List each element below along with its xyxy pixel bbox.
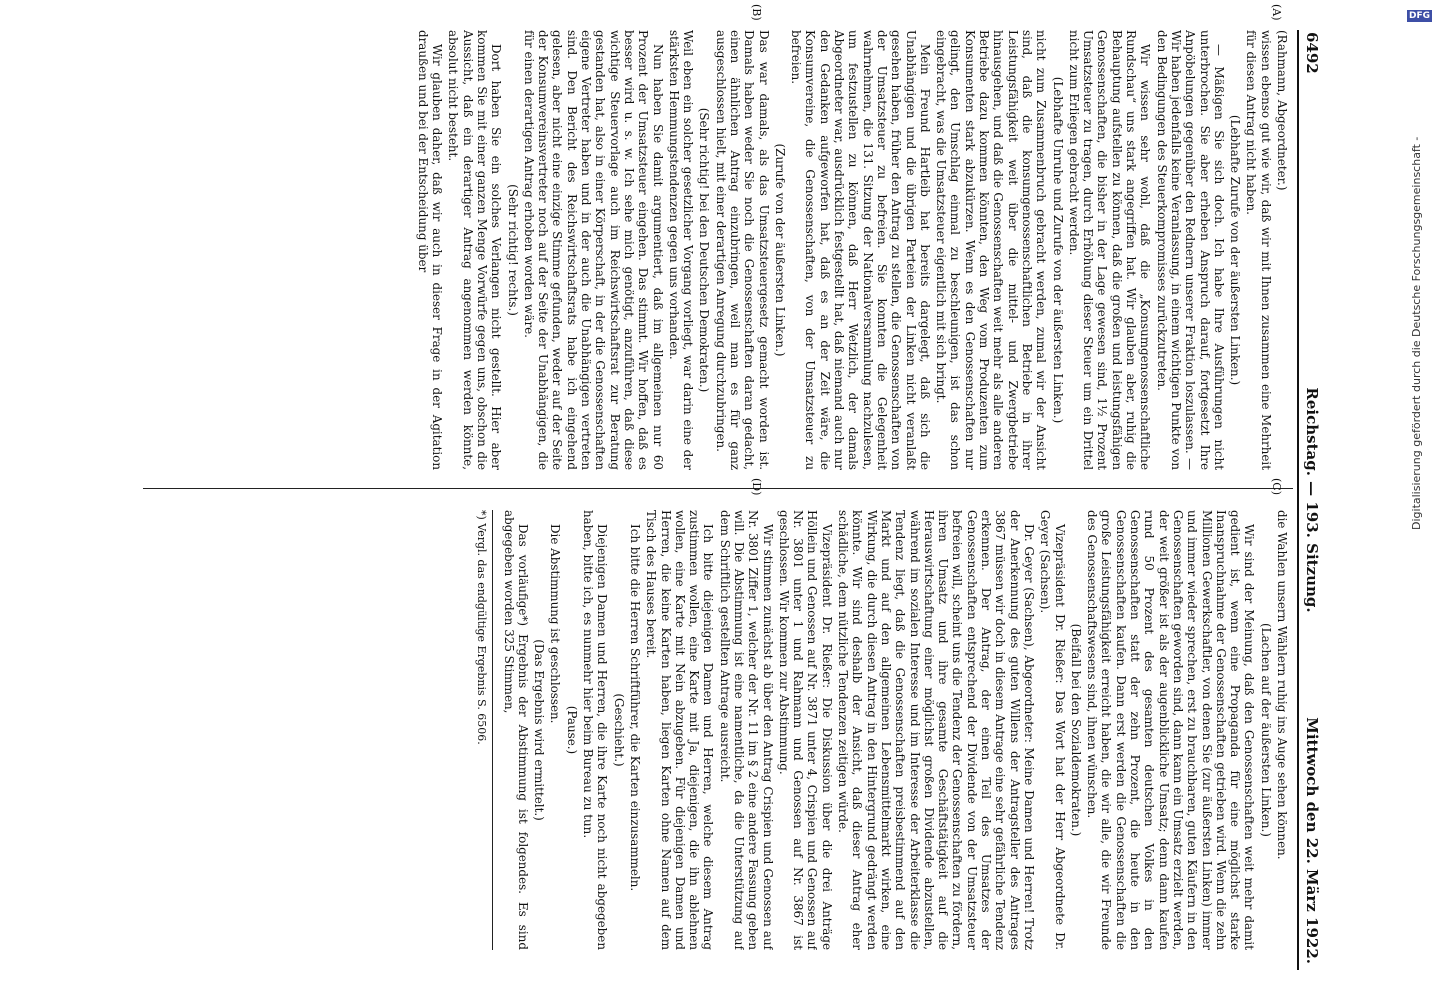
paragraph: (Rahmann, Abgeordneter.) [1275,30,1289,191]
dfg-logo: DFG [1408,11,1430,21]
paragraph: Das war damals, als das Umsatzsteuergesetz gemacht worden ist. Damals haben weder Sie noch die Genossenschaften daran gedacht, einen ähnlichen Antrag einzubringen, weil man es für ganz ausgeschlossen hielt, mit einer derartigen Anregung durchzubringen. [713,30,771,470]
paragraph: die Wahlen unsern Wählern ruhig ins Auge sehen können. [1275,510,1289,860]
margin-marker-d: (D) [750,478,763,496]
margin-marker-a: (A) [1270,4,1283,21]
interjection: (Sehr richtig! rechts.) [505,184,520,316]
header-title: Reichstag. — 193. Sitzung. [1303,387,1321,613]
paragraph: Diejenigen Damen und Herren, die ihre Karte noch nicht abgegeben haben, bitte ich, es nunmehr hier beim Bureau zu tun. [581,510,610,950]
page-number: 6492 [1303,32,1321,74]
digitization-notice [1410,10,1432,530]
interjection: (Sehr richtig! bei den Deutschen Demokraten.) [697,107,712,393]
interjection: (Lachen auf der äußersten Linken.) [1258,623,1273,837]
paragraph: — Mäßigen Sie sich doch. Ich habe Ihre Ausführungen nicht unterbrochen. Sie aber erheben Anspruch darauf, fortgesetzt Ihre Anpöbelungen gegenüber den Rednern unserer Fraktion loszulassen. — Wir haben jedenfalls keine Veranlassung, in einem wichtigen Punkte von den Bedingungen des Steuerkompromisses zurückzutreten. [1154,30,1226,470]
right-column [149,510,1289,950]
paragraph: Ich bitte die Herren Schriftführer, die Karten einzusammeln. [627,524,642,892]
rotated-document-page [63,4,1323,970]
interjection: (Lebhafte Unruhe und Zurufe von der äußersten Linken.) [1050,76,1065,424]
paragraph: Dort haben Sie ein solches Verlangen nicht gestellt. Hier aber kommen Sie mit einer ganzen Menge Vorwürfe gegen uns, obschon die Aussicht, daß ein derartiger Antrag angenommen werden könnte, absolut nicht besteht. [446,30,504,470]
paragraph: Dr. Geyer (Sachsen), Abgeordneter: Meine Damen und Herren! Trotz der Anerkennung des guten Willens der Antragsteller des Antrages 3867 müssen wir doch in diesem Antrage eine sehr gefährliche Tendenz erkennen. Der Antrag, der einen Teil des Umsatzes der Genossenschaften entsprechend der Dividende von der Umsatzsteuer befreien will, scheint uns die Tendenz der Genossenschaften zu fördern, ihren Umsatz und ihre gesamte Geschäftstätigkeit auf die Herauswirtschaftung einer möglichst großen Dividende abzustellen, während im sozialen Interesse und im Interesse der Arbeiterklasse die Tendenz liegt, daß die Genossenschaften preisbestimmend auf den Markt und auf den allgemeinen Lebensmittelmarkt wirken, eine Wirkung, die durch diesen Antrag in den Hintergrund gedrängt werden könnte. Wir sind deshalb der Ansicht, daß dieser Antrag eher schädliche, dem nützliche Tendenzen zeitigen würde. [836,510,1036,950]
interjection: (Pause.) [564,705,579,755]
header-date: Mittwoch den 22. März 1922. [1303,717,1321,964]
paragraph: Mein Freund Hartleib hat bereits dargelegt, daß sich die Unabhängigen und die übrigen Parteien der Linken nicht veranlaßt gesehen haben, früher den Antrag zu stellen, die Genossenschaften von der Umsatzsteuer zu befreien. Sie konnten die Gelegenheit wahrnehmen, die 131. Sitzung der Nationalversammlung nachzulesen, um festzustellen zu können, daß Herr Wetzlich, der damals Abgeordneter war, ausdrücklich festgestellt hat, daß niemand auch nur den Gedanken aufgeworfen hat, daß es an der Zeit wäre, die Konsumvereine, die Genossenschaften, von der Umsatzsteuer zu befreien. [789,30,932,470]
margin-marker-b: (B) [750,4,763,21]
column-separator [143,488,1293,489]
paragraph: Wir wissen sehr wohl, daß die „Konsumgenossenschaftliche Rundschau“ uns stark angegriffen hat. Wir glauben aber, ruhig die Behauptung aufstellen zu können, daß die großen und leistungsfähigen Genossenschaften, die bisher in der Lage gewesen sind, 1½ Prozent Umsatzsteuer zu tragen, durch Erhöhung dieser Steuer um ein Drittel nicht zum Erliegen gebracht werden. [1066,30,1153,470]
interjection: (Lebhafte Zurufe von der äußersten Linken.) [1228,114,1243,386]
footnote: *) Vergl. das endgültige Ergebnis S. 6506. [474,510,493,950]
paragraph: Vizepräsident Dr. Rießer: Die Diskussion über die drei Anträge Höllein und Genossen auf Nr. 3871 unter 4, Crispien und Genossen auf Nr. 3801 unter 1 und Rahmann und Genossen auf Nr. 3867 ist geschlossen. Wir kommen zur Abstimmung. [776,510,834,950]
paragraph: Nun haben Sie damit argumentiert, daß im allgemeinen nur 60 Prozent der Umsatzsteuer eingehen. Das stimmt. Wir hoffen, daß es besser wird u. s. w. Ich sehe mich genötigt, anzuführen, daß diese wichtige Steuervorlage auch im Reichswirtschaftsrat zur Beratung gestanden hat, also in einer Körperschaft, in der die Genossenschaften eigene Vertreter haben und in der auch die Unabhängigen vertreten sind. Den Bericht des Reichswirtschaftsrats habe ich eingehend gelesen, aber nicht eine einzige Stimme gefunden, weder auf der Seite der Konsumvereinsvertreter noch auf der Seite der Unabhängigen, die für einen derartigen Antrag erhoben worden wäre. [521,30,665,470]
paragraph: Das vorläufige*) Ergebnis der Abstimmung ist folgendes. Es sind abgegeben worden 325 Stimmen, [501,510,530,950]
left-column [149,30,1289,470]
interjection: (Beifall bei den Sozialdemokraten.) [1068,623,1083,837]
paragraph: Vizepräsident Dr. Rießer: Das Wort hat der Herr Abgeordnete Dr. Geyer (Sachsen). [1038,510,1067,950]
margin-marker-c: (C) [1270,478,1283,495]
paragraph: Wir sind der Meinung, daß den Genossenschaften weit mehr damit gedient ist, wenn eine Propaganda für eine möglichst starke Inanspruchnahme der Genossenschaften getrieben wird. Wenn die zehn Millionen Gewerkschaftler, von denen Sie (zur äußersten Linken) immer und immer wieder sprechen, erst zu brauchbaren, guten Käufern in den Genossenschaften geworden sind, dann kann ein Umsatz erzielt werden, der weit größer ist als der augenblickliche Umsatz; denn dann kaufen rund 50 Prozent des gesamten deutschen Volkes in den Genossenschaften statt der zehn Prozent, die heute in den Genossenschaften kaufen. Dann erst werden die Genossenschaften die große Leistungsfähigkeit erreicht haben, die wir alle, die wir Freunde des Genossenschaftswesens sind, ihnen wünschen. [1085,510,1257,950]
paragraph: Wir glauben daher, daß wir auch in dieser Frage in der Agitation draußen und bei der Entscheidung über [415,30,445,470]
paragraph: Die Abstimmung ist geschlossen. [548,524,563,724]
paragraph: wissen ebenso gut wie wir, daß wir mit Ihnen zusammen eine Mehrheit für diesen Antrag nicht haben. [1244,30,1273,470]
page-header [1297,30,1323,970]
interjection: (Zurufe von der äußersten Linken.) [772,143,787,357]
paragraph: Ich bitte diejenigen Damen und Herren, welche diesem Antrag zustimmen wollen, eine Karte mit Ja, diejenigen, die ihn ablehnen wollen, eine Karte mit Nein abzugeben. Für diejenigen Damen und Herren, die keine Karten haben, liegen Karten ohne Namen auf dem Tisch des Hauses bereit. [644,510,716,950]
paragraph: Weil eben ein solcher gesetzlicher Vorgang vorliegt, war darin eine der stärksten Hemmungstendenzen gegen uns vorhanden. [666,30,696,470]
interjection: (Geschieht.) [611,693,626,767]
paragraph: Wir stimmen zunächst ab über den Antrag Crispien und Genossen auf Nr. 3801 Ziffer 1, welcher der Nr. 11 im § 2 eine andere Fassung geben will. Die Abstimmung ist eine namentliche, da die Unterstützung auf dem Schriftlich gestellten Antrage ausreicht. [717,510,775,950]
digitization-notice-text: Digitalisierung gefördert durch die Deutsche Forschungsgemeinschaft - [1410,136,1423,530]
interjection: (Das Ergebnis wird ermittelt.) [532,639,547,821]
paragraph: nicht zum Zusammenbruch gebracht werden, zumal wir der Ansicht sind, daß die konsumgenossenschaftlichen Betriebe in ihrer Leistungsfähigkeit weit über die mittel- und Zwergbetriebe hinausgehen, und daß die Genossenschaften weit mehr als alle anderen Betriebe dazu kommen könnten, den Weg vom Produzenten zum Konsumenten stark abzukürzen. Wenn es den Genossenschaften nur gelingt, den Umschlag einmal zu beschleunigen, ist das schon eingebracht, was die Umsatzsteuer eigentlich mit sich bringt. [934,30,1049,470]
